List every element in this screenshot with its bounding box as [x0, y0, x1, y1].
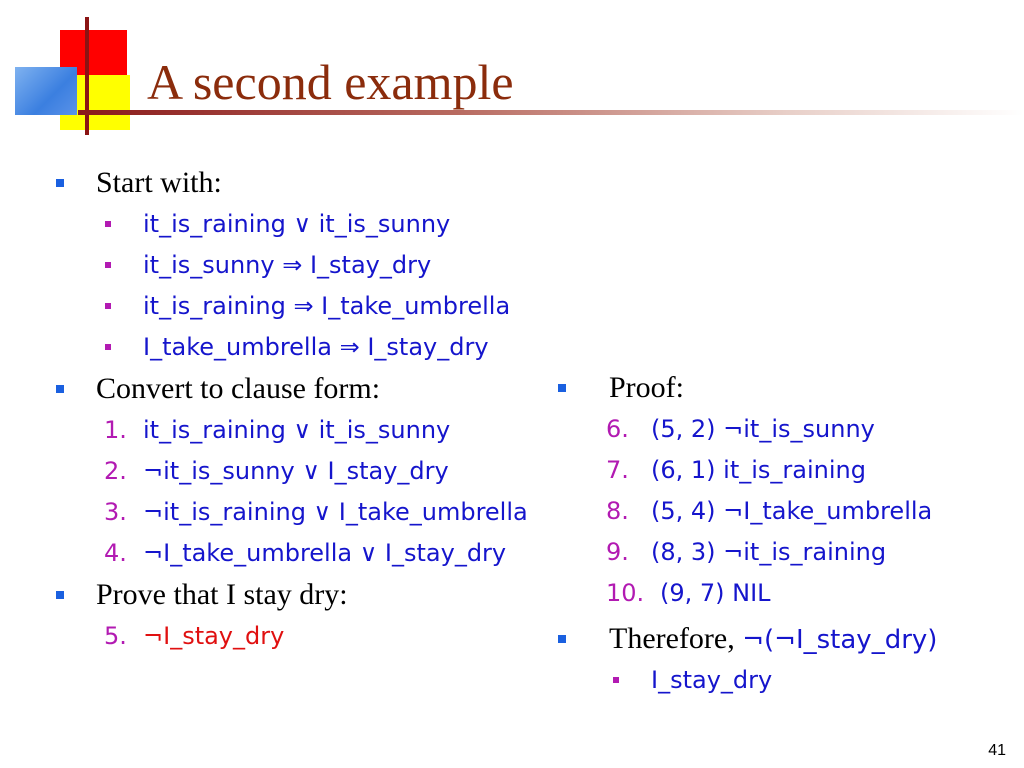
slide-title: A second example	[147, 54, 514, 110]
proof-step-text: (8, 3) ¬it_is_raining	[651, 538, 887, 566]
proof-step-text: (5, 4) ¬I_take_umbrella	[651, 497, 933, 525]
left-column	[52, 162, 572, 657]
item-number: 9.	[606, 538, 629, 566]
bullet-therefore	[555, 618, 1015, 660]
item-number: 10.	[606, 579, 645, 607]
premise-text: I_take_umbrella ⇒ I_stay_dry	[143, 333, 489, 361]
list-item	[52, 286, 572, 327]
bullet-label: Proof:	[609, 371, 684, 404]
conclusion-text: I_stay_dry	[651, 666, 773, 694]
list-item	[52, 410, 572, 451]
bullet-label: Start with:	[96, 166, 222, 199]
list-item	[555, 660, 1015, 701]
sub-bullet-icon	[105, 303, 111, 309]
bullet-start-with	[52, 162, 572, 204]
sub-bullet-icon	[613, 677, 619, 683]
item-number: 5.	[104, 622, 127, 650]
item-number: 1.	[104, 416, 127, 444]
bullet-label: Prove that I stay dry:	[96, 578, 348, 611]
conclusion-expression: ¬(¬I_stay_dry)	[742, 625, 938, 655]
item-number: 7.	[606, 456, 629, 484]
bullet-prove	[52, 574, 572, 616]
proof-step-text: (9, 7) NIL	[660, 579, 771, 607]
item-number: 4.	[104, 539, 127, 567]
clause-text: ¬it_is_sunny ∨ I_stay_dry	[143, 457, 449, 485]
decor-blue-square	[15, 67, 77, 115]
premise-text: it_is_sunny ⇒ I_stay_dry	[143, 251, 432, 279]
bullet-square-icon	[56, 179, 64, 187]
bullet-label: Therefore,	[609, 622, 743, 655]
sub-bullet-icon	[105, 262, 111, 268]
bullet-square-icon	[558, 635, 566, 643]
bullet-square-icon	[558, 384, 566, 392]
page-number: 41	[988, 742, 1006, 759]
bullet-square-icon	[56, 385, 64, 393]
bullet-proof	[555, 367, 1015, 409]
clause-text: ¬I_take_umbrella ∨ I_stay_dry	[143, 539, 507, 567]
list-item	[52, 327, 572, 368]
right-column	[555, 367, 1015, 701]
list-item	[52, 616, 572, 657]
list-item	[555, 450, 1015, 491]
item-number: 3.	[104, 498, 127, 526]
item-number: 6.	[606, 415, 629, 443]
clause-text: it_is_raining ∨ it_is_sunny	[143, 416, 451, 444]
list-item	[52, 204, 572, 245]
proof-step-text: (5, 2) ¬it_is_sunny	[651, 415, 875, 443]
sub-bullet-icon	[105, 221, 111, 227]
list-item	[52, 533, 572, 574]
proof-step-text: (6, 1) it_is_raining	[651, 456, 866, 484]
list-item	[555, 409, 1015, 450]
list-item	[52, 492, 572, 533]
list-item	[555, 573, 1015, 614]
bullet-convert	[52, 368, 572, 410]
list-item	[555, 532, 1015, 573]
item-number: 2.	[104, 457, 127, 485]
premise-text: it_is_raining ∨ it_is_sunny	[143, 210, 451, 238]
bullet-label: Convert to clause form:	[96, 372, 381, 405]
list-item	[52, 245, 572, 286]
item-number: 8.	[606, 497, 629, 525]
clause-text: ¬it_is_raining ∨ I_take_umbrella	[143, 498, 528, 526]
clause-text: ¬I_stay_dry	[143, 622, 285, 650]
sub-bullet-icon	[105, 344, 111, 350]
decor-vertical-line	[85, 17, 89, 135]
premise-text: it_is_raining ⇒ I_take_umbrella	[143, 292, 511, 320]
list-item	[52, 451, 572, 492]
bullet-square-icon	[56, 591, 64, 599]
list-item	[555, 491, 1015, 532]
